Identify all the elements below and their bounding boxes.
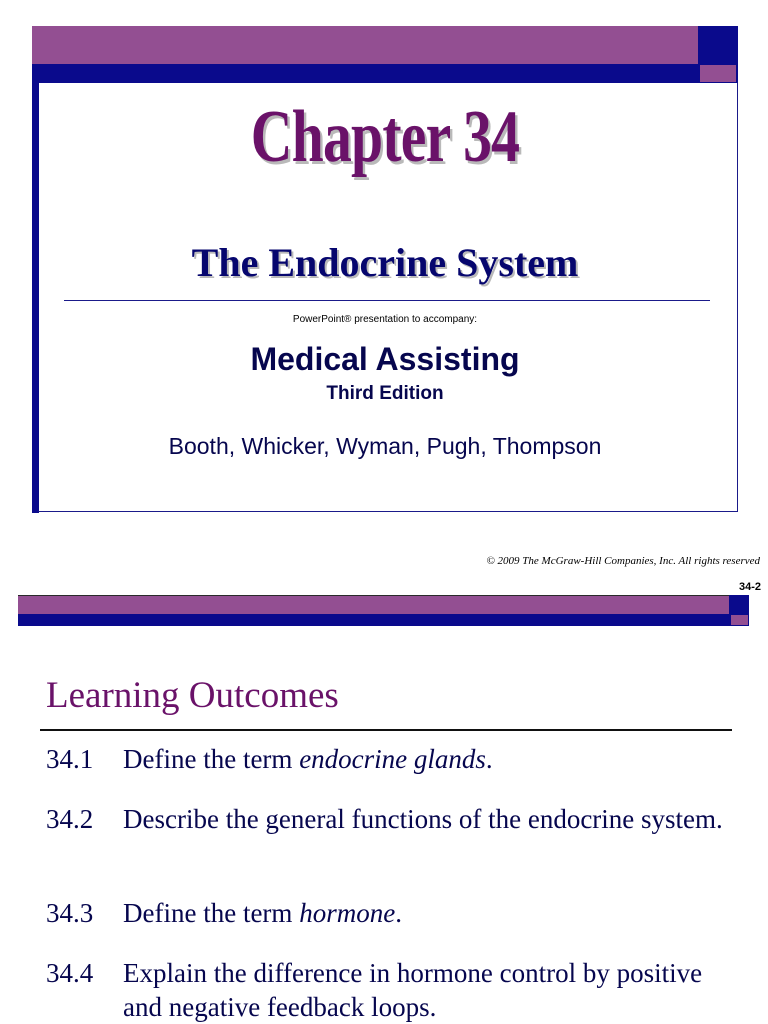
- outcome-item: [46, 742, 726, 776]
- outcome-item: [46, 896, 726, 930]
- header-purple-bar: [18, 595, 729, 615]
- accompany-text: PowerPoint® presentation to accompany:: [292, 314, 478, 325]
- header-accent-square: [700, 65, 736, 82]
- outcome-text: Define the term endocrine glands.: [123, 744, 493, 774]
- divider: [64, 300, 710, 301]
- header-navy-bar: [18, 614, 749, 626]
- subject-title: The Endocrine System: [191, 240, 579, 285]
- header-accent-square: [731, 615, 748, 625]
- slide-heading: Learning Outcomes: [46, 675, 339, 716]
- slide-number: 34-2: [738, 581, 761, 593]
- header-purple-bar: [32, 26, 698, 64]
- header-navy-square: [729, 595, 749, 614]
- outcome-number: 34.3: [46, 898, 94, 928]
- chapter-title: Chapter 34: [250, 96, 520, 178]
- outcome-number: 34.1: [46, 744, 94, 774]
- emphasis-term: hormone: [299, 898, 396, 928]
- copyright-notice: © 2009 The McGraw-Hill Companies, Inc. All rights reserved: [486, 555, 760, 567]
- outcome-text: Explain the difference in hormone control by positive and negative feedback loops.: [123, 958, 703, 1022]
- book-title: Medical Assisting: [250, 341, 520, 377]
- book-authors: Booth, Whicker, Wyman, Pugh, Thompson: [168, 433, 602, 459]
- heading-rule: [40, 729, 732, 731]
- emphasis-term: endocrine glands: [299, 744, 486, 774]
- outcome-item: [46, 956, 726, 1024]
- outcome-number: 34.4: [46, 958, 94, 988]
- outcome-item: [46, 802, 726, 836]
- header-navy-square: [698, 26, 738, 64]
- header-navy-bar: [32, 64, 738, 83]
- outcome-text: Describe the general functions of the endocrine system.: [123, 804, 723, 834]
- book-edition: Third Edition: [326, 383, 444, 404]
- outcome-number: 34.2: [46, 804, 94, 834]
- outcome-text: Define the term hormone.: [123, 898, 402, 928]
